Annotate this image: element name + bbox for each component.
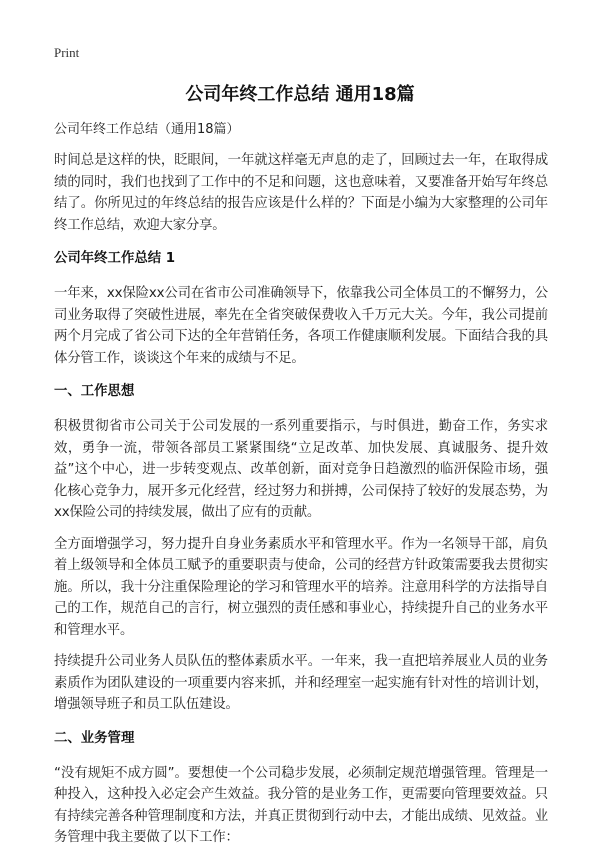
paragraph-work-thinking-1: 积极贯彻省市公司关于公司发展的一系列重要指示，与时俱进，勤奋工作，务实求效，勇争一流，带领各部员工紧紧围绕“立足改革、加快发展、真诚服务、提升效益”这个中心，进一步转变观点、改革创新，面对竞争日趋激烈的临汧保险市场，强化核心竞争力，展开多元化经营，经过努力和拼搏，公司保持了较好的发展态势，为xx保险公司的持续发展，做出了应有的贡献。 (54, 419, 548, 520)
article-heading: 公司年终工作总结 1 (54, 251, 176, 266)
document-subtitle: 公司年终工作总结（通用18篇） (54, 122, 240, 137)
print-link[interactable]: Print (54, 45, 80, 60)
document-body (54, 120, 548, 859)
page-title: 公司年终工作总结 通用18篇 (185, 84, 415, 105)
paragraph-overview: 一年来，xx保险xx公司在省市公司准确领导下，依靠我公司全体员工的不懈努力，公司业务取得了突破性进展，率先在全省突破保费收入千万元大关。今年，我公司提前两个月完成了省公司下达的全年营销任务，各项工作健康顺利发展。下面结合我的具体分管工作，谈谈这个年来的成绩与不足。 (54, 286, 548, 366)
section-heading-business-management: 二、业务管理 (54, 730, 135, 746)
paragraph-work-thinking-3: 持续提升公司业务人员队伍的整体素质水平。一年来，我一直把培养展业人员的业务素质作为团队建设的一项重要内容来抓，并和经理室一起实施有针对性的培训计划，增强领导班子和员工队伍建设。 (54, 654, 548, 712)
paragraph-work-thinking-2: 全方面增强学习，努力提升自身业务素质水平和管理水平。作为一名领导干部，肩负着上级领导和全体员工赋予的重要职责与使命，公司的经营方针政策需要我去贯彻实施。所以，我十分注重保险理论的学习和管理水平的培养。注意用科学的方法指导自己的工作，规范自己的言行，树立强烈的责任感和事业心，持续提升自己的业务水平和管理水平。 (54, 536, 548, 638)
intro-paragraph: 时间总是这样的快，眨眼间，一年就这样毫无声息的走了，回顾过去一年，在取得成绩的同时，我们也找到了工作中的不足和问题，这也意味着，又要准备开始写年终总结了。你所见过的年终总结的报告应该是什么样的？下面是小编为大家整理的公司年终工作总结，欢迎大家分享。 (54, 153, 548, 233)
section-heading-work-thinking: 一、工作思想 (54, 384, 135, 399)
paragraph-business-management: “没有规矩不成方圆”。要想使一个公司稳步发展，必须制定规范增强管理。管理是一种投入，这种投入必定会产生效益。我分管的是业务工作，更需要向管理要效益。只有持续完善各种管理制度和方法，并真正贯彻到行动中去，才能出成绩、见效益。业务管理中我主要做了以下工作： (54, 765, 548, 845)
